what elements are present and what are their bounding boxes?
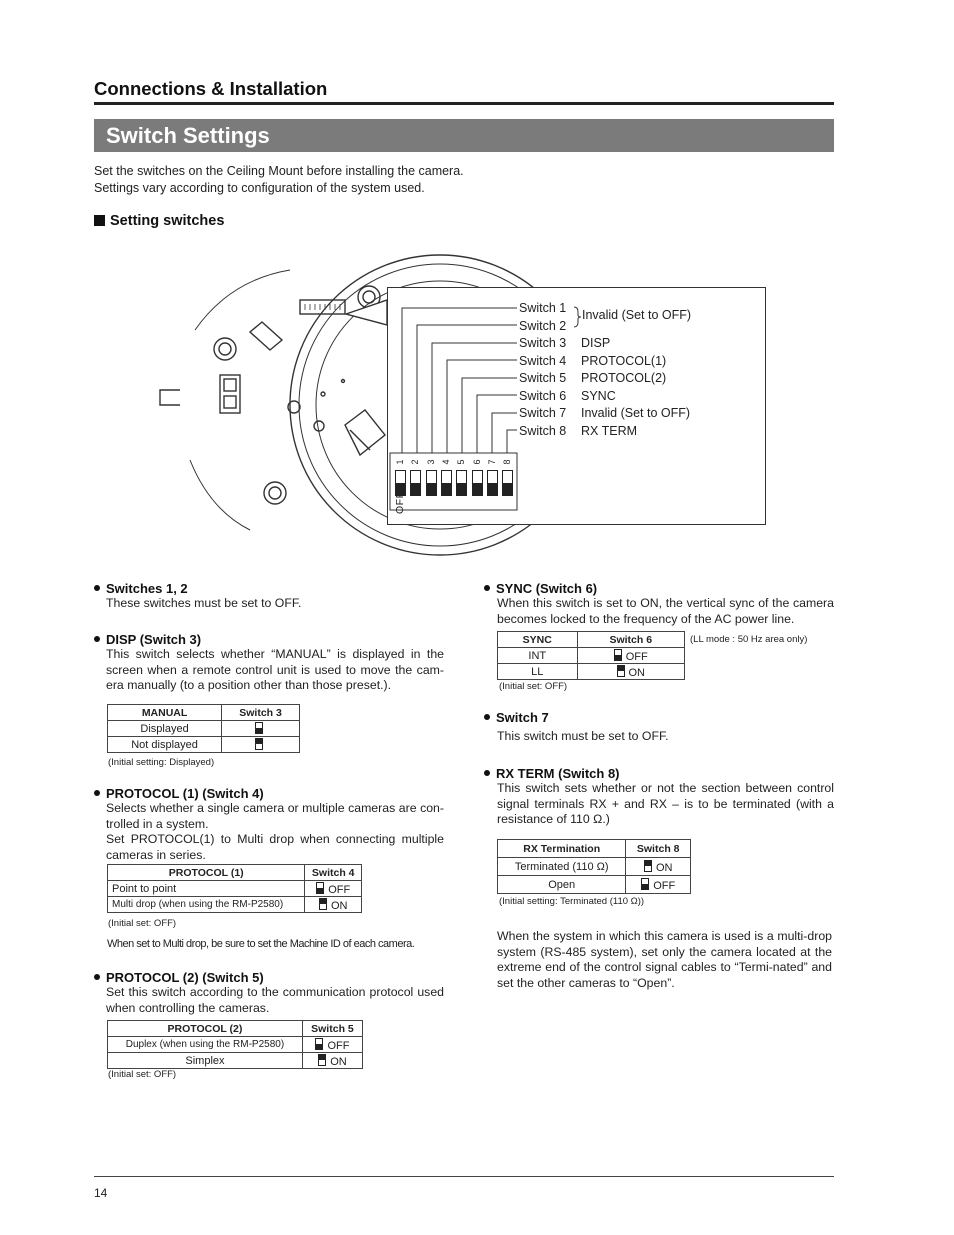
sync-heading: SYNC (Switch 6) bbox=[484, 581, 834, 596]
sync-table bbox=[497, 631, 685, 680]
dip-switch-knob bbox=[411, 483, 420, 495]
dip-switch-7 bbox=[487, 470, 498, 496]
dip-number-2: 2 bbox=[410, 459, 421, 465]
dip-switch-5 bbox=[456, 470, 467, 496]
dip-switch-8 bbox=[502, 470, 513, 496]
disp-note: (Initial setting: Displayed) bbox=[108, 757, 215, 768]
dip-number-6: 6 bbox=[471, 459, 482, 465]
table-row: Not displayed bbox=[108, 737, 300, 753]
switch-row-3: Switch 3 DISP bbox=[519, 336, 611, 350]
dip-switch-6 bbox=[472, 470, 483, 496]
dip-number-4: 4 bbox=[440, 459, 451, 465]
table-header: SYNC bbox=[498, 632, 578, 648]
footer-divider bbox=[94, 1176, 834, 1177]
dip-off-label: OFF bbox=[394, 491, 406, 514]
dip-number-8: 8 bbox=[502, 459, 513, 465]
square-bullet-icon bbox=[94, 215, 105, 226]
switches12-text: These switches must be set to OFF. bbox=[106, 596, 302, 610]
dip-switch-4 bbox=[441, 470, 452, 496]
table-row: Displayed bbox=[108, 721, 300, 737]
protocol1-note: (Initial set: OFF) bbox=[108, 918, 177, 929]
switch-row-5: Switch 5 PROTOCOL(2) bbox=[519, 371, 667, 385]
dip-switch-array bbox=[392, 455, 517, 515]
table-header: Switch 4 bbox=[305, 865, 362, 881]
disp-heading: DISP (Switch 3) bbox=[94, 632, 444, 647]
section-title: Connections & Installation bbox=[94, 78, 328, 99]
table-row: INT OFF bbox=[498, 648, 685, 664]
intro-text bbox=[94, 163, 464, 196]
bullet-icon bbox=[484, 714, 490, 720]
table-header: MANUAL bbox=[108, 705, 222, 721]
toggle-on-icon bbox=[617, 665, 625, 677]
switch-row-6: Switch 6 SYNC bbox=[519, 388, 616, 403]
setting-switches-heading bbox=[94, 213, 224, 229]
section-divider bbox=[94, 102, 834, 105]
toggle-on-icon bbox=[255, 738, 263, 750]
protocol1-text-2: Set PROTOCOL(1) to Multi drop when connecting multiple cameras in series. bbox=[106, 832, 444, 862]
switch-row-7: Switch 7 Invalid (Set to OFF) bbox=[519, 406, 691, 420]
rxterm-heading: RX TERM (Switch 8) bbox=[484, 766, 834, 781]
protocol2-text: Set this switch according to the communication protocol used when controlling the cameras. bbox=[106, 985, 444, 1015]
table-header: PROTOCOL (1) bbox=[108, 865, 305, 881]
disp-table bbox=[107, 704, 300, 753]
table-row: Point to point OFF bbox=[108, 881, 362, 897]
dip-switch-knob bbox=[488, 483, 497, 495]
protocol1-table bbox=[107, 864, 362, 913]
toggle-on-icon bbox=[319, 898, 327, 910]
setting-switches-heading-text: Setting switches bbox=[110, 213, 225, 229]
dip-number-7: 7 bbox=[486, 459, 497, 465]
toggle-off-icon bbox=[641, 878, 649, 890]
toggle-on-icon bbox=[318, 1054, 326, 1066]
table-row: Terminated (110 Ω) ON bbox=[498, 858, 691, 876]
dip-switch-knob bbox=[427, 483, 436, 495]
page-title: Switch Settings bbox=[106, 123, 270, 148]
sync-text: When this switch is set to ON, the vertical sync of the camera becomes locked to the frequency of the AC power line. bbox=[497, 596, 834, 626]
table-row: Multi drop (when using the RM-P2580) ON bbox=[108, 897, 362, 913]
sync-note: (Initial set: OFF) bbox=[499, 681, 568, 692]
dip-number-5: 5 bbox=[456, 459, 467, 465]
intro-line-1: Set the switches on the Ceiling Mount before installing the camera. bbox=[94, 164, 464, 178]
toggle-off-icon bbox=[255, 722, 263, 734]
switch7-heading: Switch 7 bbox=[484, 710, 834, 725]
switch-row-8: Switch 8 RX TERM bbox=[519, 423, 638, 438]
dip-number-1: 1 bbox=[395, 459, 405, 465]
table-header: Switch 6 bbox=[577, 632, 684, 648]
rxterm-text: This switch sets whether or not the section between control signal terminals RX + and RX – is to be terminated (with a resistance of 110 Ω.) bbox=[497, 781, 834, 827]
sync-side-note: (LL mode : 50 Hz area only) bbox=[690, 634, 808, 645]
table-row: Simplex ON bbox=[108, 1053, 363, 1069]
bullet-icon bbox=[94, 790, 100, 796]
switches12-heading: Switches 1, 2 bbox=[94, 581, 444, 596]
switch7-text: This switch must be set to OFF. bbox=[497, 729, 669, 743]
protocol2-heading: PROTOCOL (2) (Switch 5) bbox=[94, 970, 444, 985]
dip-switch-3 bbox=[426, 470, 437, 496]
switch-row-4: Switch 4 PROTOCOL(1) bbox=[519, 353, 667, 368]
dip-switch-2 bbox=[410, 470, 421, 496]
dip-switch-knob bbox=[503, 483, 512, 495]
toggle-off-icon bbox=[614, 649, 622, 661]
table-header: PROTOCOL (2) bbox=[108, 1021, 303, 1037]
table-header: Switch 5 bbox=[302, 1021, 362, 1037]
bullet-icon bbox=[94, 974, 100, 980]
rxterm-note: (Initial setting: Terminated (110 Ω)) bbox=[499, 896, 645, 907]
switch-row-1: Switch 1 bbox=[519, 301, 567, 315]
switch-row-2: Switch 2 bbox=[519, 318, 567, 333]
disp-text: This switch selects whether “MANUAL” is displayed in the screen when a remote control unit is used to move the cam-era manually (to a position other than those preset.). bbox=[106, 647, 444, 693]
toggle-on-icon bbox=[644, 860, 652, 872]
protocol1-warning: When set to Multi drop, be sure to set the Machine ID of each camera. bbox=[107, 938, 415, 950]
rxterm-table bbox=[497, 839, 691, 894]
dip-switch-knob bbox=[457, 483, 466, 495]
protocol2-table bbox=[107, 1020, 363, 1069]
intro-line-2: Settings vary according to configuration of the system used. bbox=[94, 180, 425, 195]
title-bar bbox=[94, 119, 834, 152]
bullet-icon bbox=[484, 770, 490, 776]
toggle-off-icon bbox=[315, 1038, 323, 1050]
table-row: LL ON bbox=[498, 664, 685, 680]
table-row: Duplex (when using the RM-P2580) OFF bbox=[108, 1037, 363, 1053]
table-header: RX Termination bbox=[498, 840, 626, 858]
dip-switch-knob bbox=[442, 483, 451, 495]
bullet-icon bbox=[94, 585, 100, 591]
dip-switch-knob bbox=[473, 483, 482, 495]
protocol2-note: (Initial set: OFF) bbox=[108, 1069, 177, 1080]
table-row: Open OFF bbox=[498, 876, 691, 894]
bullet-icon bbox=[94, 636, 100, 642]
protocol1-text-1: Selects whether a single camera or multiple cameras are con-trolled in a system. bbox=[106, 801, 444, 831]
bullet-icon bbox=[484, 585, 490, 591]
toggle-off-icon bbox=[316, 882, 324, 894]
switch12-desc: Invalid (Set to OFF) bbox=[582, 308, 692, 322]
page-number: 14 bbox=[94, 1186, 108, 1200]
dip-number-3: 3 bbox=[425, 459, 436, 465]
table-header: Switch 3 bbox=[222, 705, 300, 721]
rxterm-paragraph: When the system in which this camera is used is a multi-drop system (RS-485 system), set only the camera located at the extreme end of the control signal cables to “Termi-nated” and set the other cameras to “Open”. bbox=[497, 929, 832, 990]
table-header: Switch 8 bbox=[626, 840, 691, 858]
protocol1-heading: PROTOCOL (1) (Switch 4) bbox=[94, 786, 444, 801]
